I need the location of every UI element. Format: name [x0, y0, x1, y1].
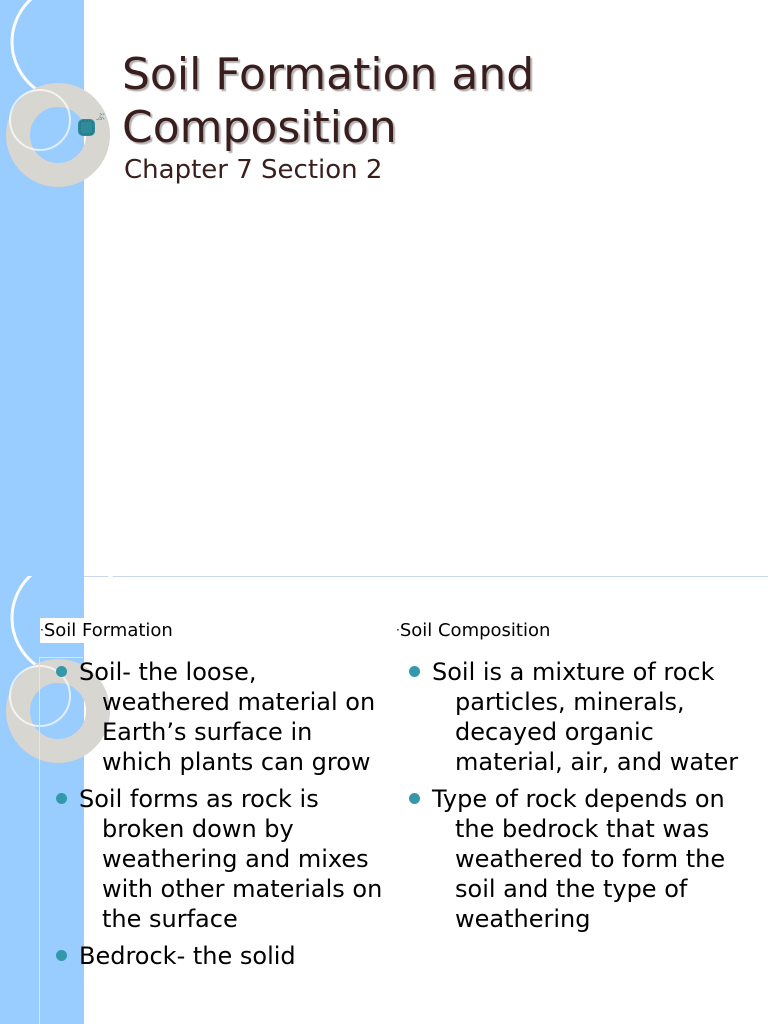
bullet-text: Soil forms as rock is broken down by weathering and mixes with other materials on the surface	[79, 785, 383, 933]
content-slide	[0, 576, 768, 1024]
bullet-item	[56, 941, 386, 971]
bullet-text: Soil is a mixture of rock particles, minerals, decayed organic material, air, and water	[432, 658, 739, 776]
bullet-text: Bedrock- the solid	[79, 942, 296, 970]
left-column-heading: ·Soil Formation	[40, 618, 177, 643]
bullet-item	[409, 784, 749, 934]
bullet-text: Soil- the loose, weathered material on Earth’s surface in which plants can grow	[79, 658, 376, 776]
right-heading-text: Soil Composition	[399, 620, 551, 641]
bullet-dot-icon	[56, 793, 67, 804]
left-bullet-list	[56, 657, 386, 978]
slide-subtitle: Chapter 7 Section 2	[124, 155, 383, 185]
bullet-item	[409, 657, 749, 777]
bullet-dot-icon	[409, 793, 420, 804]
text-frame-edge	[39, 657, 40, 1024]
right-column-heading: ·Soil Composition	[396, 620, 551, 641]
right-bullet-list	[409, 657, 749, 941]
bullet-dot-icon	[56, 950, 67, 961]
left-heading-text: Soil Formation	[43, 620, 173, 641]
bullet-text: Type of rock depends on the bedrock that was weathered to form the soil and the type of weathering	[432, 785, 726, 933]
bullet-dot-icon	[409, 666, 420, 677]
slide-title: Soil Formation and Composition	[122, 49, 535, 153]
bullet-dot-icon	[56, 666, 67, 677]
bullet-item	[56, 784, 386, 934]
bullet-item	[56, 657, 386, 777]
svg-text:ぶ: ぶ	[96, 113, 106, 123]
